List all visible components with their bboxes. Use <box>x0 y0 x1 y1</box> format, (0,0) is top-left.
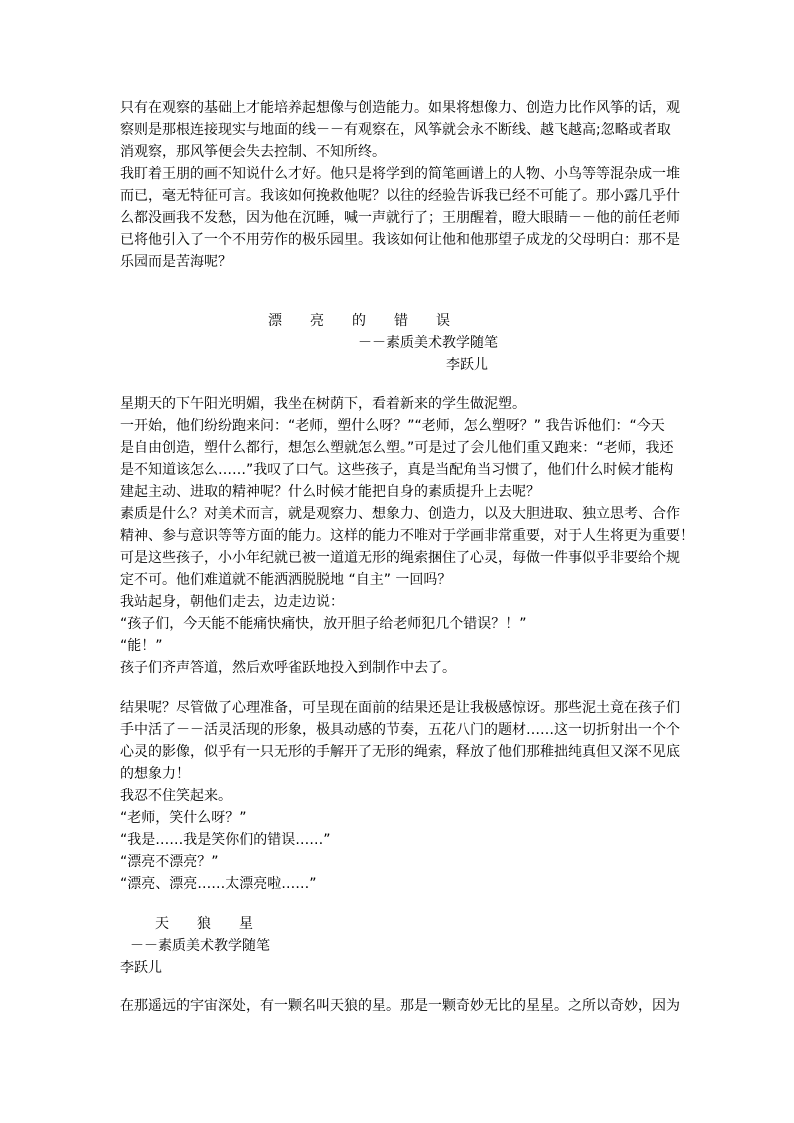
article-title: 天 狼 星 <box>155 916 253 932</box>
text-line: 一开始，他们纷纷跑来问：“老师，塑什么呀？”“老师，怎么塑呀？” 我告诉他们：“今天 <box>120 418 665 434</box>
text-line: 而已，毫无特征可言。我该如何挽救他呢？以往的经验告诉我已经不可能了。那小露几乎什 <box>120 188 680 204</box>
text-line: 精神、参与意识等等方面的能力。这样的能力不唯对于学画非常重要，对于人生将更为重要！ <box>120 528 694 544</box>
text-line: 素质是什么？对美术而言，就是观察力、想象力、创造力，以及大胆进取、独立思考、合作 <box>120 506 680 522</box>
text-line: 是不知道该怎么……”我叹了口气。这些孩子，真是当配角当习惯了，他们什么时候才能构 <box>120 462 674 478</box>
text-line: 孩子们齐声答道，然后欢呼雀跃地投入到制作中去了。 <box>120 660 456 676</box>
text-line: “老师，笑什么呀？” <box>120 810 247 826</box>
text-line: 消观察，那风筝便会失去控制、不知所终。 <box>120 144 386 160</box>
text-line: 建起主动、进取的精神呢？什么时候才能把自身的素质提升上去呢？ <box>120 484 540 500</box>
text-line: 手中活了－－活灵活现的形象，极具动感的节奏，五花八门的题材……这一切折射出一个个 <box>120 722 680 738</box>
text-line: 我站起身，朝他们走去，边走边说： <box>120 594 344 610</box>
text-line: 的想象力！ <box>120 766 190 782</box>
text-line: 已将他引入了一个不用劳作的极乐园里。我该如何让他和他那望子成龙的父母明白：那不是 <box>120 232 680 248</box>
text-line: “漂亮不漂亮？” <box>120 854 219 870</box>
text-line: 只有在观察的基础上才能培养起想像与创造能力。如果将想像力、创造力比作风筝的话，观 <box>120 100 680 116</box>
article-subtitle: －－素质美术教学随笔 <box>130 938 270 954</box>
text-line: 么都没画我不发愁，因为他在沉睡，喊一声就行了；王朋醒着，瞪大眼睛－－他的前任老师 <box>120 210 680 226</box>
text-line: 定不可。他们难道就不能洒洒脱脱地 “自主” 一回吗？ <box>120 572 452 588</box>
text-line: 在那遥远的宇宙深处，有一颗名叫天狼的星。那是一颗奇妙无比的星星。之所以奇妙，因为 <box>120 998 680 1014</box>
text-line: “能！” <box>120 638 163 654</box>
text-line: 可是这些孩子，小小年纪就已被一道道无形的绳索捆住了心灵，每做一件事似乎非要给个规 <box>120 550 680 566</box>
text-line: 星期天的下午阳光明媚，我坐在树荫下，看着新来的学生做泥塑。 <box>120 396 526 412</box>
text-line: “我是……我是笑你们的错误……” <box>120 832 331 848</box>
text-line: “漂亮、漂亮……太漂亮啦……” <box>120 876 317 892</box>
text-line: 乐园而是苦海呢？ <box>120 254 232 270</box>
text-line: 我盯着王朋的画不知说什么才好。他只是将学到的简笔画谱上的人物、小鸟等等混杂成一堆 <box>120 166 680 182</box>
text-line: 我忍不住笑起来。 <box>120 788 232 804</box>
article-author: 李跃儿 <box>446 357 488 373</box>
text-line: 心灵的影像，似乎有一只无形的手解开了无形的绳索，释放了他们那稚拙纯真但又深不见底 <box>120 744 680 760</box>
article-subtitle: －－素质美术教学随笔 <box>358 335 498 351</box>
text-line: “孩子们，今天能不能痛快痛快，放开胆子给老师犯几个错误？！” <box>120 616 527 632</box>
text-line: 察则是那根连接现实与地面的线－－有观察在，风筝就会永不断线、越飞越高;忽略或者取 <box>120 122 671 138</box>
article-author: 李跃儿 <box>120 960 162 976</box>
article-title: 漂 亮 的 错 误 <box>268 313 450 329</box>
text-line: 结果呢？尽管做了心理准备，可呈现在面前的结果还是让我极感惊讶。那些泥土竟在孩子们 <box>120 700 680 716</box>
text-line: 是自由创造，塑什么都行，想怎么塑就怎么塑。”可是过了会儿他们重又跑来：“老师，我还 <box>120 440 674 456</box>
